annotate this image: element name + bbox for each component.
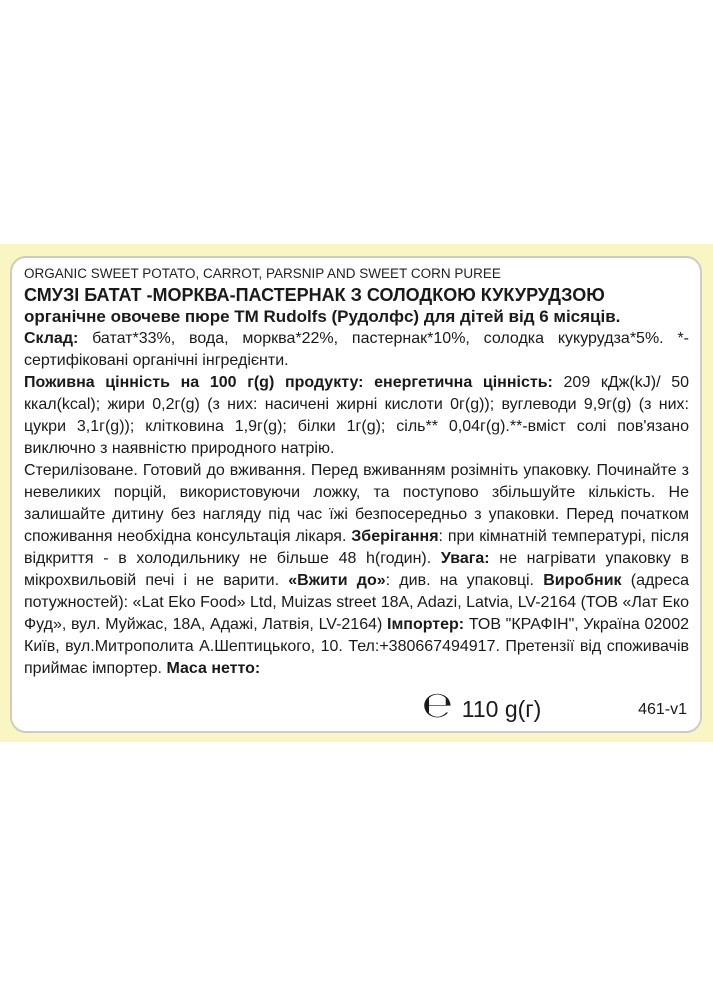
label-background-band	[0, 244, 713, 742]
net-weight-value: 110 g(г)	[461, 696, 542, 722]
info-paragraph: Стерилізоване. Готовий до вживання. Перед вживанням розімніть упаковку. Починайте з невеликих порцій, використовуючи ложку, та поступово збільшуйте кількість. Не залишайте дитину без нагляду під час їжі безпосередньо з упаковки. Перед початком споживання необхідна консультація лікаря. Зберігання: при кімнатній температурі, після відкриття - в холодильнику не більше 48 h(годин). Увага: не нагрівати упаковку в мікрохвильовій печі і не варити. «Вжити до»: див. на упаковці. Виробник (адреса потужностей): «Lat Eko Food» Ltd, Muizas street 18A, Adazi, Latvia, LV-2164 (ТОВ «Лат Еко Фуд», вул. Муйжас, 18А, Адажі, Латвія, LV-2164) Імпортер: ТОВ "КРАФІН", Україна 02002 Київ, вул.Митрополита А.Шептицького, 10. Тел:+380667494917. Претензії від споживачів приймає імпортер. Маса нетто:	[24, 462, 690, 677]
product-name-english: ORGANIC SWEET POTATO, CARROT, PARSNIP AND SWEET CORN PUREE	[24, 266, 501, 281]
net-weight	[422, 685, 542, 726]
product-subtitle: органічне овочеве пюре ТМ Rudolfs (Рудолфс) для дітей від 6 місяців.	[24, 307, 621, 326]
product-label-panel	[10, 256, 702, 733]
estimated-sign-icon: ℮	[422, 685, 453, 726]
ingredients-paragraph: Склад: батат*33%, вода, морква*22%, пастернак*10%, солодка кукурудза*5%. *-сертифіковані органічні інгредієнти.	[24, 330, 689, 369]
bottom-row	[24, 685, 689, 726]
nutrition-paragraph: Поживна цінність на 100 г(g) продукту: енергетична цінність: 209 кДж(kJ)/ 50 ккал(kcal); жири 0,2г(g) (з них: насичені жирні кислоти 0г(g)); вуглеводи 9,9г(g) (з них: цукри 3,1г(g)); клітковина 1,9г(g); білки 1г(g); сіль** 0,04г(g).**-вміст солі пов'язано виключно з наявністю природного натрію.	[24, 374, 689, 457]
version-code: 461-v1	[638, 701, 687, 718]
product-title-ukrainian: СМУЗІ БАТАТ -МОРКВА-ПАСТЕРНАК З СОЛОДКОЮ КУКУРУДЗОЮ	[24, 285, 605, 305]
